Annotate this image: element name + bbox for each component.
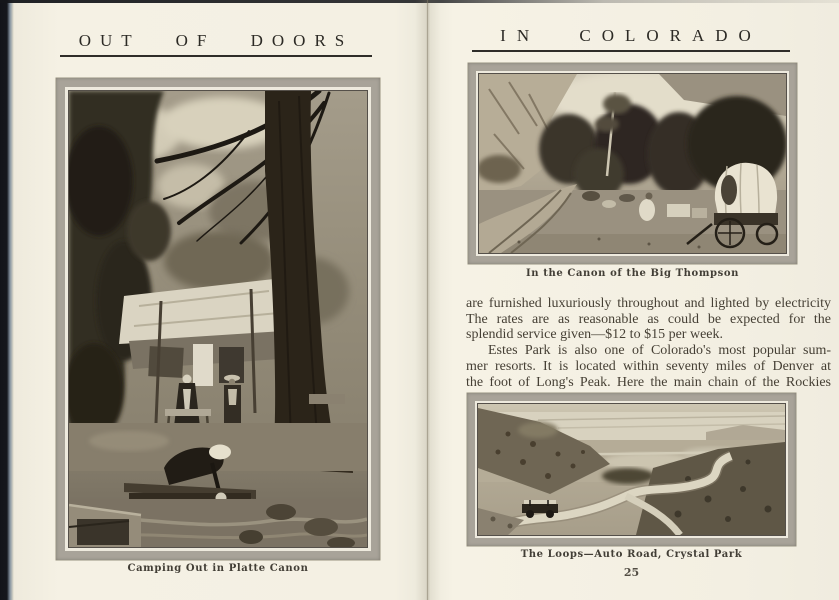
body-line: splendid service given—$12 to $15 per week. xyxy=(466,327,723,343)
camping-photo-mat xyxy=(65,87,371,551)
page-number: 25 xyxy=(623,566,640,579)
page-gutter-shadow xyxy=(415,0,441,600)
loops-photo-mat xyxy=(475,401,788,538)
running-head-left: OUT OF DOORS xyxy=(60,31,372,57)
body-line: the foot of Long's Peak. Here the main chain of the Rockies xyxy=(466,374,831,390)
loops-photo-frame xyxy=(467,393,796,546)
body-line: are furnished luxuriously throughout and lighted by electricity xyxy=(466,296,831,311)
camping-photo-frame xyxy=(56,78,380,560)
scan-left-edge xyxy=(0,0,14,600)
canyon-photo-mat xyxy=(476,71,789,256)
body-line: mer resorts. It is located within seventy miles of Denver at xyxy=(466,358,831,374)
camping-photo-illustration xyxy=(69,91,367,547)
camping-photo-caption: Camping Out in Platte Canon xyxy=(127,563,309,574)
body-line: The rates are as reasonable as could be expected for the xyxy=(466,311,831,327)
loops-photo-illustration xyxy=(478,404,785,535)
body-line: Estes Park is also one of Colorado's most popular sum- xyxy=(488,343,831,359)
page-fold-line xyxy=(427,0,428,600)
body-text xyxy=(466,296,831,390)
canyon-photo-illustration xyxy=(479,74,786,253)
canyon-photo-caption: In the Canon of the Big Thompson xyxy=(526,268,739,279)
canyon-photo-frame xyxy=(468,63,797,264)
loops-photo-caption: The Loops—Auto Road, Crystal Park xyxy=(520,549,743,560)
running-head-right: IN COLORADO xyxy=(472,26,790,52)
